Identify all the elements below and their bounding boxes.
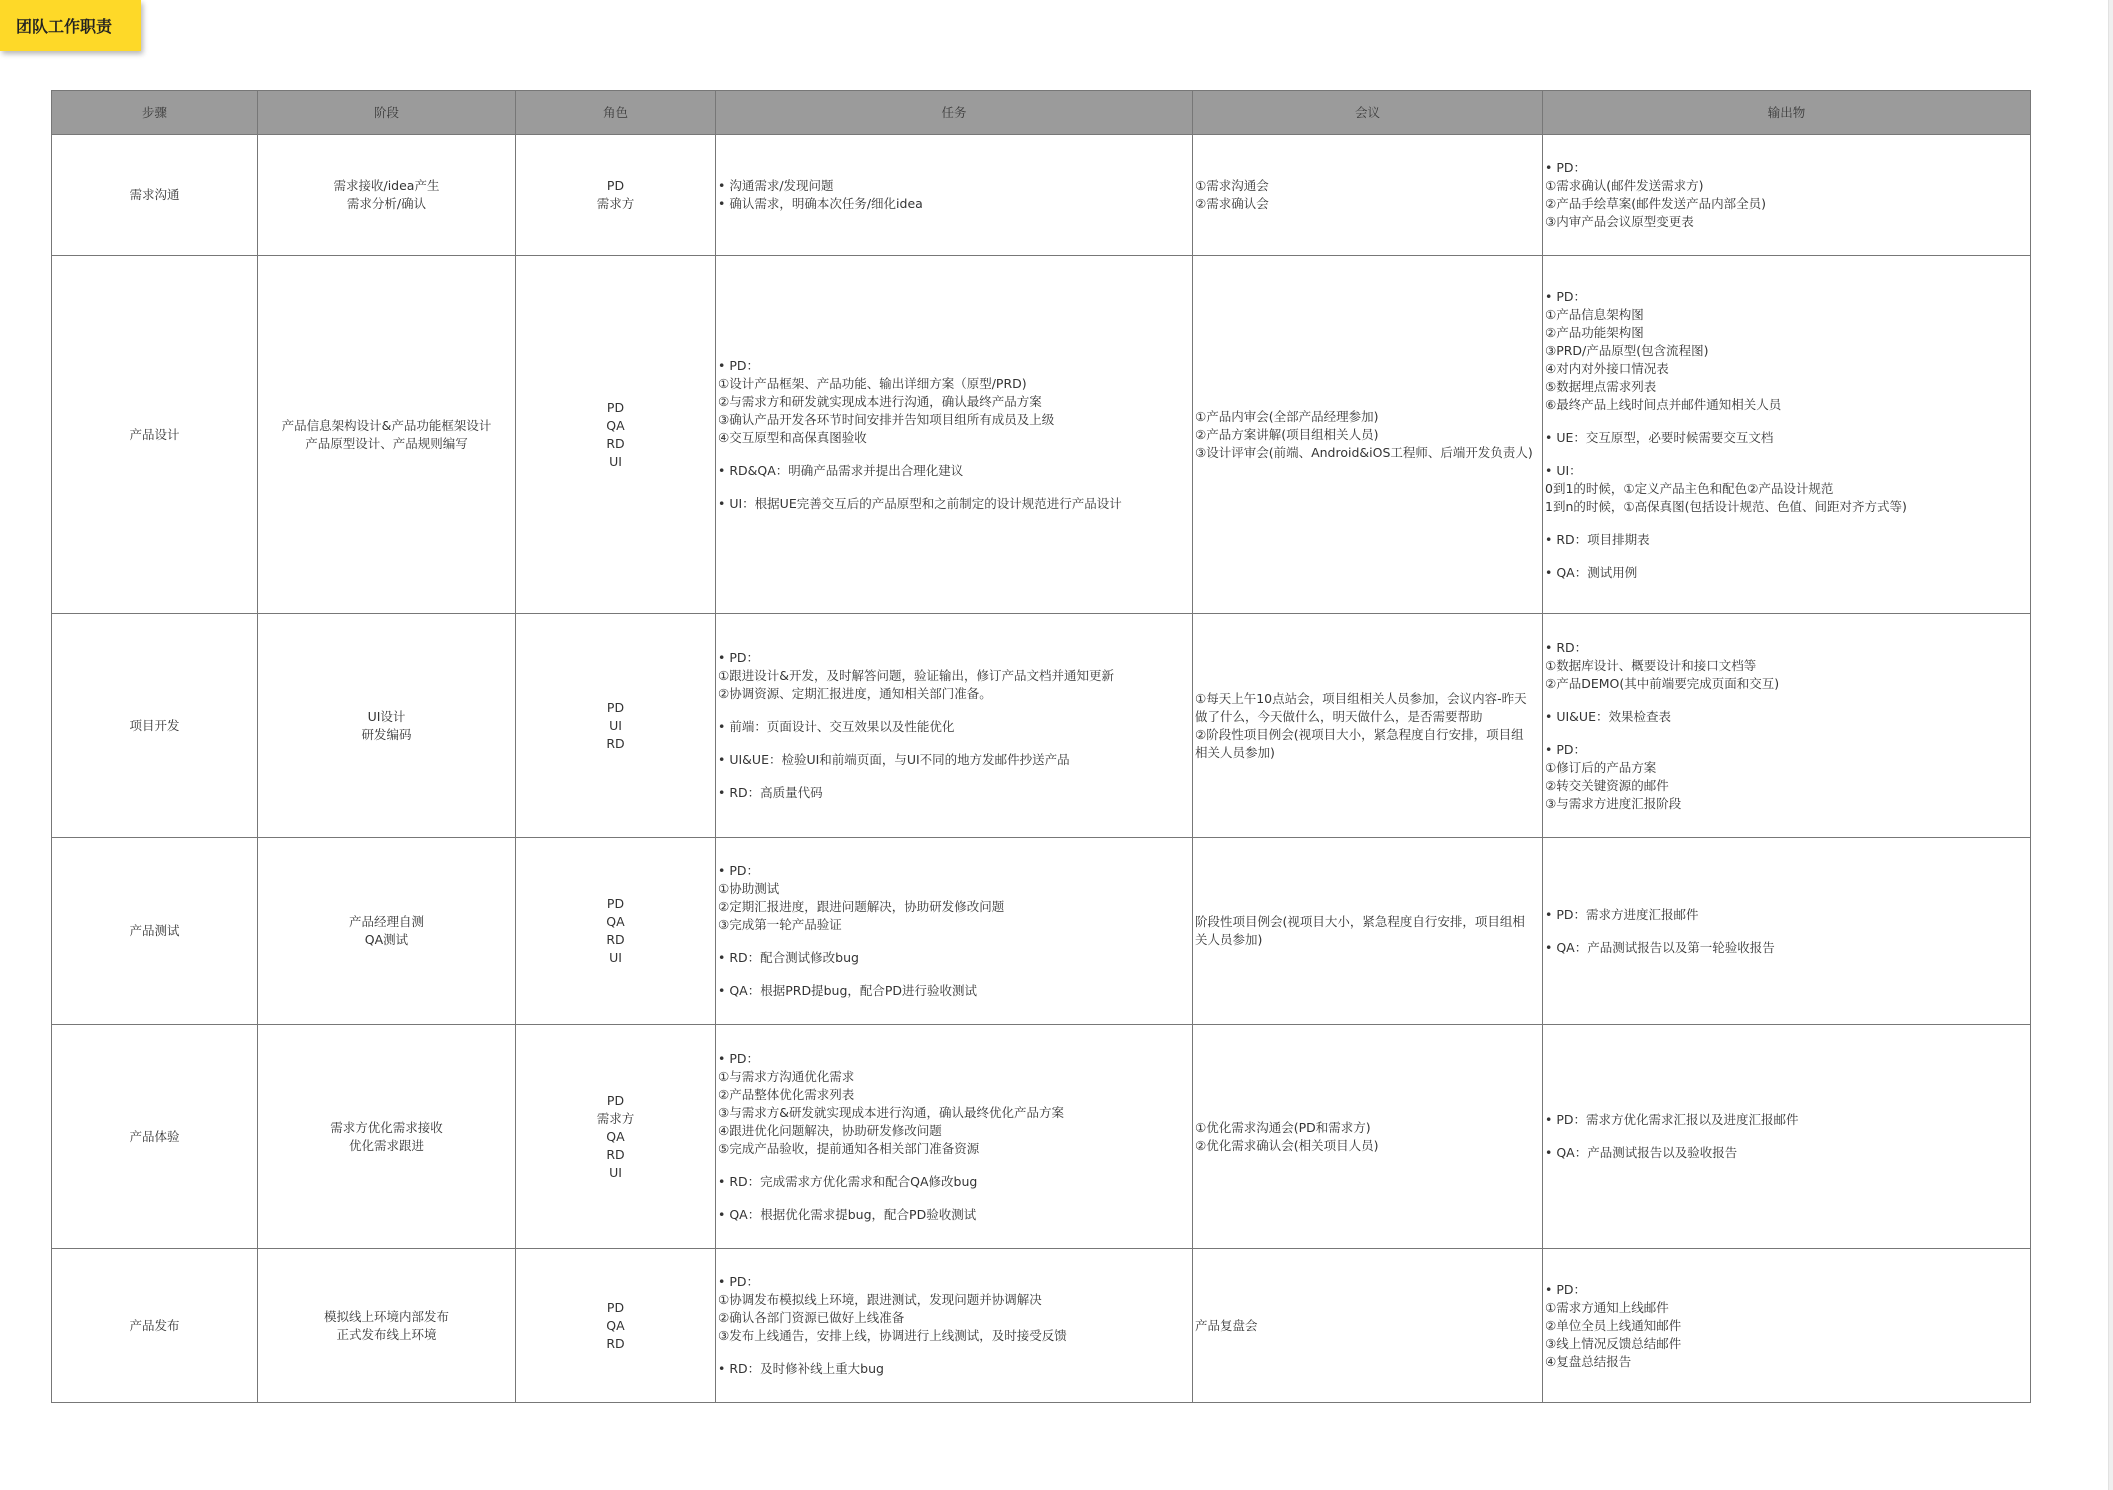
tasks-cell	[716, 614, 1193, 838]
cell-line: ④交互原型和高保真图验收	[718, 429, 867, 445]
cell-line: ①设计产品框架、产品功能、输出详细方案（原型/PRD)	[718, 375, 1027, 391]
cell-line: • PD：	[1545, 741, 1587, 757]
paragraph-gap	[718, 967, 1190, 982]
paragraph-gap	[718, 447, 1190, 462]
cell-line: • PD：	[1545, 288, 1587, 304]
cell-line: ①与需求方沟通优化需求	[718, 1068, 855, 1084]
cell-line: ①优化需求沟通会(PD和需求方)	[1195, 1119, 1371, 1135]
cell-line: ③完成第一轮产品验证	[718, 917, 842, 932]
outputs-cell	[1543, 256, 2031, 614]
cell-line: ④跟进优化问题解决，协助研发修改问题	[718, 1122, 942, 1138]
cell-line: • 沟通需求/发现问题	[718, 178, 834, 193]
cell-line: ②优化需求确认会(相关项目人员)	[1195, 1137, 1379, 1153]
roles-cell	[516, 838, 716, 1025]
roles-cell	[516, 135, 716, 256]
table-row	[52, 838, 2031, 1025]
cell-line: • RD：	[1545, 639, 1588, 655]
cell-line: • QA：测试用例	[1545, 564, 1638, 580]
cell-line: ①协调发布模拟线上环境，跟进测试，发现问题并协调解决	[718, 1292, 1042, 1307]
roles-cell	[516, 614, 716, 838]
step-cell: 产品发布	[52, 1249, 258, 1403]
cell-line: ②需求确认会	[1195, 196, 1269, 211]
cell-line: 产品复盘会	[1195, 1317, 1258, 1333]
cell-line: ①产品信息架构图	[1545, 306, 1644, 322]
cell-line: UI	[609, 717, 622, 733]
cell-line: 关人员参加)	[1195, 932, 1263, 947]
stage-cell	[258, 838, 516, 1025]
cell-line: ③与需求方进度汇报阶段	[1545, 795, 1682, 811]
step-cell: 项目开发	[52, 614, 258, 838]
cell-line: • UI&UE：检验UI和前端页面，与UI不同的地方发邮件抄送产品	[718, 752, 1070, 767]
table-row	[52, 1249, 2031, 1403]
stage-cell	[258, 1249, 516, 1403]
paragraph-gap	[1545, 414, 2028, 429]
cell-line: UI设计	[367, 708, 406, 724]
cell-line: • RD：配合测试修改bug	[718, 950, 859, 965]
cell-line: 优化需求跟进	[348, 1137, 424, 1153]
cell-line: QA	[606, 417, 625, 433]
cell-line: • PD：	[1545, 1281, 1587, 1297]
cell-line: 阶段性项目例会(视项目大小，紧急程度自行安排，项目组相	[1195, 914, 1525, 929]
stage-cell	[258, 1025, 516, 1249]
cell-line: QA	[606, 1317, 625, 1333]
tasks-cell	[716, 1249, 1193, 1403]
cell-line: 产品经理自测	[348, 914, 424, 929]
cell-line: ②产品DEMO(其中前端要完成页面和交互)	[1545, 675, 1780, 691]
paragraph-gap	[718, 769, 1190, 784]
cell-line: ②产品整体优化需求列表	[718, 1086, 855, 1102]
cell-line: • UE：交互原型，必要时候需要交互文档	[1545, 429, 1774, 445]
cell-line: ④复盘总结报告	[1545, 1353, 1632, 1369]
tasks-cell	[716, 256, 1193, 614]
cell-line: 需求方优化需求接收	[330, 1119, 443, 1135]
outputs-cell	[1543, 614, 2031, 838]
cell-line: • PD：需求方进度汇报邮件	[1545, 906, 1699, 922]
cell-line: • RD&QA：明确产品需求并提出合理化建议	[718, 462, 964, 478]
cell-line: QA测试	[364, 932, 409, 947]
cell-line: PD	[606, 178, 625, 193]
cell-line: PD	[606, 399, 625, 415]
outputs-cell	[1543, 135, 2031, 256]
cell-line: ②与需求方和研发就实现成本进行沟通，确认最终产品方案	[718, 393, 1042, 409]
cell-line: ②定期汇报进度，跟进问题解决，协助研发修改问题	[718, 899, 1005, 914]
meetings-cell	[1193, 614, 1543, 838]
cell-line: ②产品功能架构图	[1545, 324, 1644, 340]
cell-line: ②协调资源、定期汇报进度，通知相关部门准备。	[718, 686, 992, 701]
paragraph-gap	[718, 480, 1190, 495]
paragraph-gap	[1545, 549, 2028, 564]
cell-line: ③内审产品会议原型变更表	[1545, 214, 1694, 229]
col-header-role: 角色	[516, 91, 716, 135]
cell-line: QA	[606, 914, 625, 929]
meetings-cell	[1193, 1249, 1543, 1403]
roles-cell	[516, 1025, 716, 1249]
cell-line: UI	[609, 950, 622, 965]
cell-line: UI	[609, 453, 622, 469]
table-row	[52, 135, 2031, 256]
meetings-cell	[1193, 256, 1543, 614]
cell-line: 产品原型设计、产品规则编写	[305, 435, 468, 451]
cell-line: • QA：根据PRD提bug，配合PD进行验收测试	[718, 983, 978, 998]
meetings-cell	[1193, 1025, 1543, 1249]
cell-line: RD	[606, 735, 625, 751]
cell-line: • QA：产品测试报告以及验收报告	[1545, 1145, 1738, 1160]
paragraph-gap	[1545, 726, 2028, 741]
right-edge-divider	[2108, 0, 2113, 1490]
cell-line: 研发编码	[361, 726, 412, 742]
cell-line: ③发布上线通告，安排上线，协调进行上线测试，及时接受反馈	[718, 1328, 1067, 1343]
cell-line: ①需求确认(邮件发送需求方)	[1545, 178, 1704, 193]
cell-line: • UI：	[1545, 462, 1582, 478]
step-cell: 产品测试	[52, 838, 258, 1025]
cell-line: ①协助测试	[718, 881, 780, 896]
outputs-cell	[1543, 1249, 2031, 1403]
cell-line: ②阶段性项目例会(视项目大小，紧急程度自行安排，项目组	[1195, 726, 1524, 742]
cell-line: RD	[606, 1146, 625, 1162]
cell-line: ②确认各部门资源已做好上线准备	[718, 1310, 905, 1325]
meetings-cell	[1193, 135, 1543, 256]
stage-cell	[258, 256, 516, 614]
cell-line: • RD：高质量代码	[718, 785, 823, 800]
cell-line: ③与需求方&研发就实现成本进行沟通，确认最终优化产品方案	[718, 1104, 1064, 1120]
tasks-cell	[716, 1025, 1193, 1249]
table-row	[52, 1025, 2031, 1249]
cell-line: 需求分析/确认	[346, 196, 427, 211]
paragraph-gap	[1545, 516, 2028, 531]
cell-line: • PD：	[718, 1274, 760, 1289]
cell-line: 需求方	[596, 196, 635, 211]
cell-line: ①产品内审会(全部产品经理参加)	[1195, 408, 1379, 424]
tasks-cell	[716, 135, 1193, 256]
table-row	[52, 614, 2031, 838]
col-header-task: 任务	[716, 91, 1193, 135]
cell-line: ③线上情况反馈总结邮件	[1545, 1335, 1682, 1351]
table-row	[52, 256, 2031, 614]
cell-line: PD	[606, 699, 625, 715]
meetings-cell	[1193, 838, 1543, 1025]
cell-line: 需求接收/idea产生	[333, 178, 440, 193]
paragraph-gap	[1545, 693, 2028, 708]
paragraph-gap	[1545, 1129, 2028, 1144]
cell-line: ⑤完成产品验收，提前通知各相关部门准备资源	[718, 1140, 980, 1156]
cell-line: • PD：	[1545, 160, 1587, 175]
cell-line: 需求方	[596, 1110, 635, 1126]
paragraph-gap	[1545, 924, 2028, 939]
cell-line: • PD：	[718, 357, 760, 373]
paragraph-gap	[718, 934, 1190, 949]
cell-line: 0到1的时候，①定义产品主色和配色②产品设计规范	[1545, 480, 1834, 496]
cell-line: ⑥最终产品上线时间点并邮件通知相关人员	[1545, 396, 1782, 412]
team-responsibility-table	[51, 90, 2031, 1403]
step-cell: 产品体验	[52, 1025, 258, 1249]
cell-line: • UI：根据UE完善交互后的产品原型和之前制定的设计规范进行产品设计	[718, 495, 1122, 511]
stage-cell	[258, 614, 516, 838]
col-header-stage: 阶段	[258, 91, 516, 135]
outputs-cell	[1543, 838, 2031, 1025]
cell-line: PD	[606, 1092, 625, 1108]
cell-line: PD	[606, 1299, 625, 1315]
cell-line: • PD：	[718, 1050, 760, 1066]
step-cell: 需求沟通	[52, 135, 258, 256]
cell-line: ①修订后的产品方案	[1545, 759, 1657, 775]
cell-line: 模拟线上环境内部发布	[323, 1308, 449, 1324]
table-header-row	[52, 91, 2031, 135]
cell-line: ②转交关键资源的邮件	[1545, 777, 1669, 793]
cell-line: ①数据库设计、概要设计和接口文档等	[1545, 657, 1757, 673]
cell-line: ①每天上午10点站会，项目组相关人员参加，会议内容-昨天	[1195, 690, 1527, 706]
cell-line: 相关人员参加)	[1195, 744, 1275, 760]
cell-line: • RD：项目排期表	[1545, 531, 1650, 547]
cell-line: ①需求方通知上线邮件	[1545, 1299, 1669, 1315]
roles-cell	[516, 1249, 716, 1403]
cell-line: • QA：根据优化需求提bug，配合PD验收测试	[718, 1206, 977, 1222]
cell-line: ②产品手绘草案(邮件发送产品内部全员)	[1545, 196, 1766, 211]
col-header-meeting: 会议	[1193, 91, 1543, 135]
cell-line: QA	[606, 1128, 625, 1144]
roles-cell	[516, 256, 716, 614]
cell-line: • RD：完成需求方优化需求和配合QA修改bug	[718, 1173, 978, 1189]
cell-line: • PD：需求方优化需求汇报以及进度汇报邮件	[1545, 1112, 1799, 1127]
tasks-cell	[716, 838, 1193, 1025]
cell-line: ③PRD/产品原型(包含流程图)	[1545, 342, 1709, 358]
cell-line: ①跟进设计&开发，及时解答问题，验证输出，修订产品文档并通知更新	[718, 668, 1114, 683]
cell-line: ①需求沟通会	[1195, 178, 1269, 193]
cell-line: ③设计评审会(前端、Android&iOS工程师、后端开发负责人)	[1195, 444, 1533, 460]
cell-line: • RD：及时修补线上重大bug	[718, 1361, 884, 1376]
paragraph-gap	[718, 1191, 1190, 1206]
paragraph-gap	[718, 736, 1190, 751]
cell-line: • 前端：页面设计、交互效果以及性能优化	[718, 719, 955, 734]
cell-line: ②单位全员上线通知邮件	[1545, 1317, 1682, 1333]
step-cell: 产品设计	[52, 256, 258, 614]
cell-line: ③确认产品开发各环节时间安排并告知项目组所有成员及上级	[718, 411, 1055, 427]
page-title-tag: 团队工作职责	[0, 0, 141, 51]
cell-line: • PD：	[718, 650, 760, 665]
cell-line: UI	[609, 1164, 622, 1180]
col-header-output: 输出物	[1543, 91, 2031, 135]
outputs-cell	[1543, 1025, 2031, 1249]
cell-line: ⑤数据埋点需求列表	[1545, 378, 1657, 394]
cell-line: 正式发布线上环境	[336, 1326, 437, 1342]
cell-line: RD	[606, 435, 625, 451]
paragraph-gap	[718, 1345, 1190, 1360]
cell-line: 产品信息架构设计&产品功能框架设计	[281, 417, 492, 433]
cell-line: • QA：产品测试报告以及第一轮验收报告	[1545, 939, 1775, 955]
paragraph-gap	[718, 1158, 1190, 1173]
stage-cell	[258, 135, 516, 256]
col-header-step: 步骤	[52, 91, 258, 135]
cell-line: PD	[606, 896, 625, 911]
paragraph-gap	[1545, 447, 2028, 462]
cell-line: RD	[606, 1335, 625, 1351]
paragraph-gap	[718, 703, 1190, 718]
cell-line: 做了什么，今天做什么，明天做什么，是否需要帮助	[1195, 708, 1483, 724]
cell-line: ④对内对外接口情况表	[1545, 360, 1669, 376]
cell-line: RD	[606, 932, 625, 947]
cell-line: 1到n的时候，①高保真图(包括设计规范、色值、间距对齐方式等)	[1545, 498, 1907, 514]
cell-line: • 确认需求，明确本次任务/细化idea	[718, 196, 923, 211]
cell-line: • PD：	[718, 863, 760, 878]
cell-line: • UI&UE：效果检查表	[1545, 708, 1671, 724]
cell-line: ②产品方案讲解(项目组相关人员)	[1195, 426, 1379, 442]
